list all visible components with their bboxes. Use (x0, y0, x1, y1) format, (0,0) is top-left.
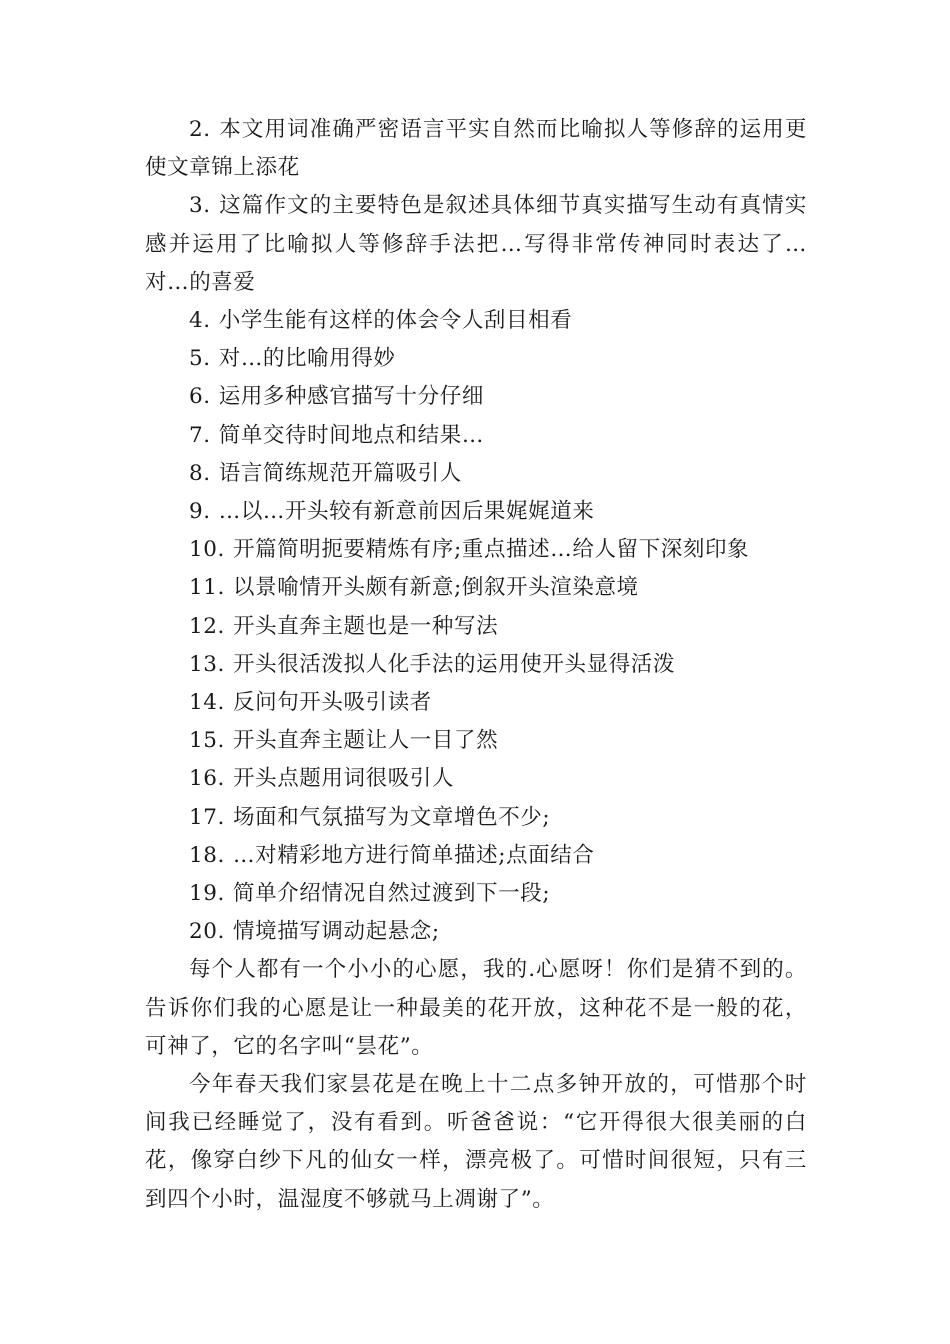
list-item-number: 5. (189, 346, 211, 372)
body-paragraph: 每个人都有一个小小的心愿，我的.心愿呀！你们是猜不到的。告诉你们我的心愿是让一种最美的花开放，这种花不是一般的花，可神了，它的名字叫“昙花”。 (145, 957, 807, 1059)
list-item-text: 简单介绍情况自然过渡到下一段; (233, 881, 551, 907)
list-item (145, 493, 807, 531)
list-item (145, 799, 807, 837)
list-item-number: 11. (189, 575, 225, 601)
list-item-number: 14. (189, 690, 225, 716)
list-item-text: 开头直奔主题也是一种写法 (233, 613, 499, 639)
list-item (145, 646, 807, 684)
list-item-number: 7. (189, 422, 211, 448)
list-item-text: 以景喻情开头颇有新意;倒叙开头渲染意境 (233, 575, 639, 601)
list-item-text: 小学生能有这样的体会令人刮目相看 (218, 308, 573, 334)
list-item (145, 455, 807, 493)
list-item-text: 开头直奔主题让人一目了然 (233, 728, 499, 754)
list-item (145, 187, 807, 302)
list-item (145, 760, 807, 798)
document-content (145, 111, 807, 1219)
list-item (145, 569, 807, 607)
list-item (145, 837, 807, 875)
list-item-text: …对精彩地方进行简单描述;点面结合 (233, 842, 595, 868)
list-item (145, 913, 807, 951)
list-item (145, 378, 807, 416)
list-item-number: 20. (189, 919, 225, 945)
list-item (145, 340, 807, 378)
list-item (145, 608, 807, 646)
list-item-text: 对…的比喻用得妙 (218, 346, 396, 372)
list-item-number: 2. (189, 117, 211, 142)
list-item-number: 19. (189, 881, 225, 907)
list-item-number: 4. (189, 308, 211, 334)
list-item (145, 417, 807, 455)
list-item-text: 本文用词准确严密语言平实自然而比喻拟人等修辞的运用更使文章锦上添花 (145, 117, 807, 181)
list-item-number: 12. (189, 613, 225, 639)
list-item-text: 反问句开头吸引读者 (233, 690, 432, 716)
list-item (145, 302, 807, 340)
list-item-number: 6. (189, 384, 211, 410)
list-item-number: 18. (189, 842, 225, 868)
list-item (145, 722, 807, 760)
list-item-text: 运用多种感官描写十分仔细 (218, 384, 484, 410)
list-item-number: 15. (189, 728, 225, 754)
list-item-text: 简单交待时间地点和结果… (218, 422, 484, 448)
list-item-number: 17. (189, 804, 225, 830)
list-item-text: 开篇简明扼要精炼有序;重点描述…给人留下深刻印象 (233, 537, 750, 563)
list-item-text: 情境描写调动起悬念; (233, 919, 440, 945)
list-item (145, 111, 807, 187)
list-item-text: 语言简练规范开篇吸引人 (218, 460, 462, 486)
list-item-text: 开头很活泼拟人化手法的运用使开头显得活泼 (233, 651, 676, 677)
list-item-number: 8. (189, 460, 211, 486)
list-item-text: 场面和气氛描写为文章增色不少; (233, 804, 551, 830)
list-item (145, 531, 807, 569)
list-item-number: 3. (189, 193, 211, 219)
list-item (145, 684, 807, 722)
list-item-number: 13. (189, 651, 225, 677)
list-item-text: 开头点题用词很吸引人 (233, 766, 455, 792)
list-item-number: 9. (189, 499, 211, 525)
list-item-number: 10. (189, 537, 225, 563)
list-item (145, 875, 807, 913)
list-item-number: 16. (189, 766, 225, 792)
list-item-text: …以…开头较有新意前因后果娓娓道来 (218, 499, 595, 525)
list-item-text: 这篇作文的主要特色是叙述具体细节真实描写生动有真情实感并运用了比喻拟人等修辞手法把…写得非常传神同时表达了…对…的喜爱 (145, 193, 807, 295)
body-paragraph: 今年春天我们家昙花是在晚上十二点多钟开放的，可惜那个时间我已经睡觉了，没有看到。听爸爸说：“它开得很大很美丽的白花，像穿白纱下凡的仙女一样，漂亮极了。可惜时间很短，只有三到四个小时，温湿度不够就马上凋谢了”。 (145, 1072, 807, 1212)
